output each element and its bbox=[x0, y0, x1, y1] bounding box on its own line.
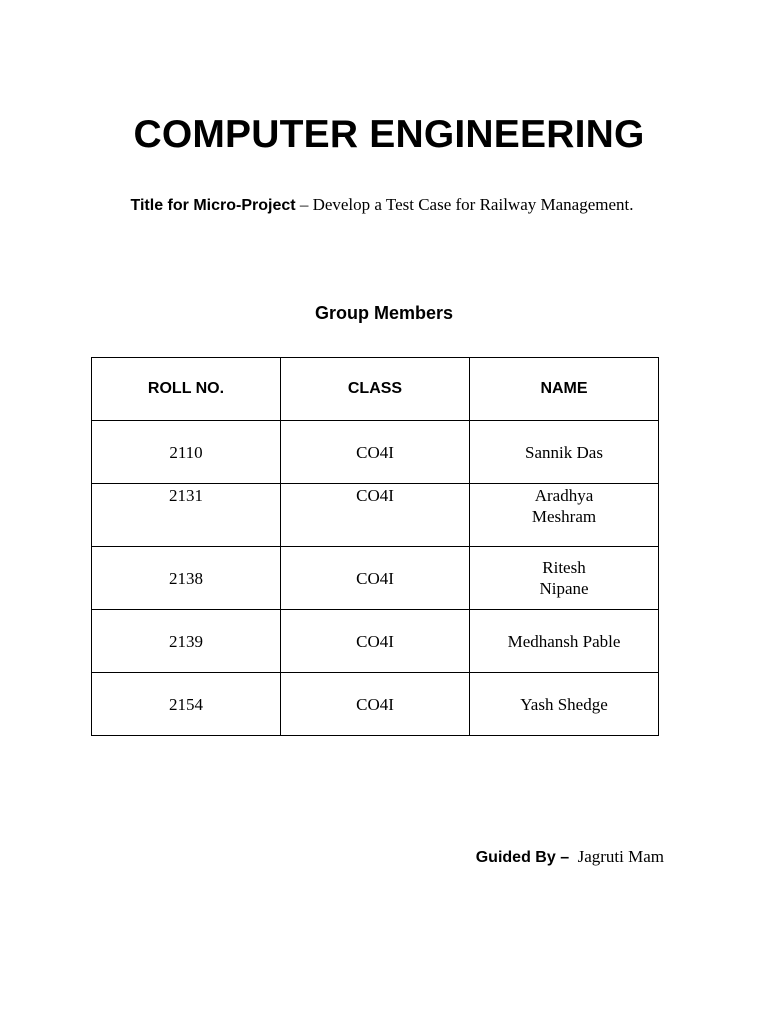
guided-by-line bbox=[476, 845, 664, 870]
name-cell: Sannik Das bbox=[470, 421, 659, 484]
table-row bbox=[92, 421, 659, 484]
column-header-roll: ROLL NO. bbox=[92, 358, 281, 421]
name-cell: Medhansh Pable bbox=[470, 610, 659, 673]
column-header-name: NAME bbox=[470, 358, 659, 421]
table-row bbox=[92, 673, 659, 736]
class-cell: CO4I bbox=[281, 421, 470, 484]
class-cell: CO4I bbox=[281, 610, 470, 673]
class-cell: CO4I bbox=[281, 673, 470, 736]
roll-cell: 2110 bbox=[92, 421, 281, 484]
table-row bbox=[92, 547, 659, 610]
table-row bbox=[92, 484, 659, 547]
page-title: COMPUTER ENGINEERING bbox=[133, 113, 645, 156]
roll-cell: 2131 bbox=[92, 484, 281, 547]
roll-cell: 2139 bbox=[92, 610, 281, 673]
class-cell: CO4I bbox=[281, 547, 470, 610]
guide-name: Jagruti Mam bbox=[577, 847, 664, 866]
project-title-separator: – bbox=[295, 195, 313, 214]
project-title-label: Title for Micro-Project bbox=[130, 197, 296, 214]
project-title-value: Develop a Test Case for Railway Management. bbox=[312, 195, 634, 214]
group-members-heading: Group Members bbox=[314, 303, 454, 323]
table-row bbox=[92, 610, 659, 673]
roll-cell: 2138 bbox=[92, 547, 281, 610]
name-cell: Ritesh Nipane bbox=[470, 547, 659, 610]
name-cell: Aradhya Meshram bbox=[470, 484, 659, 547]
group-members-table bbox=[91, 357, 659, 736]
table-header-row bbox=[92, 358, 659, 421]
class-cell: CO4I bbox=[281, 484, 470, 547]
column-header-class: CLASS bbox=[281, 358, 470, 421]
guided-by-label: Guided By – bbox=[475, 849, 570, 866]
name-cell: Yash Shedge bbox=[470, 673, 659, 736]
project-title-line bbox=[0, 193, 764, 218]
roll-cell: 2154 bbox=[92, 673, 281, 736]
